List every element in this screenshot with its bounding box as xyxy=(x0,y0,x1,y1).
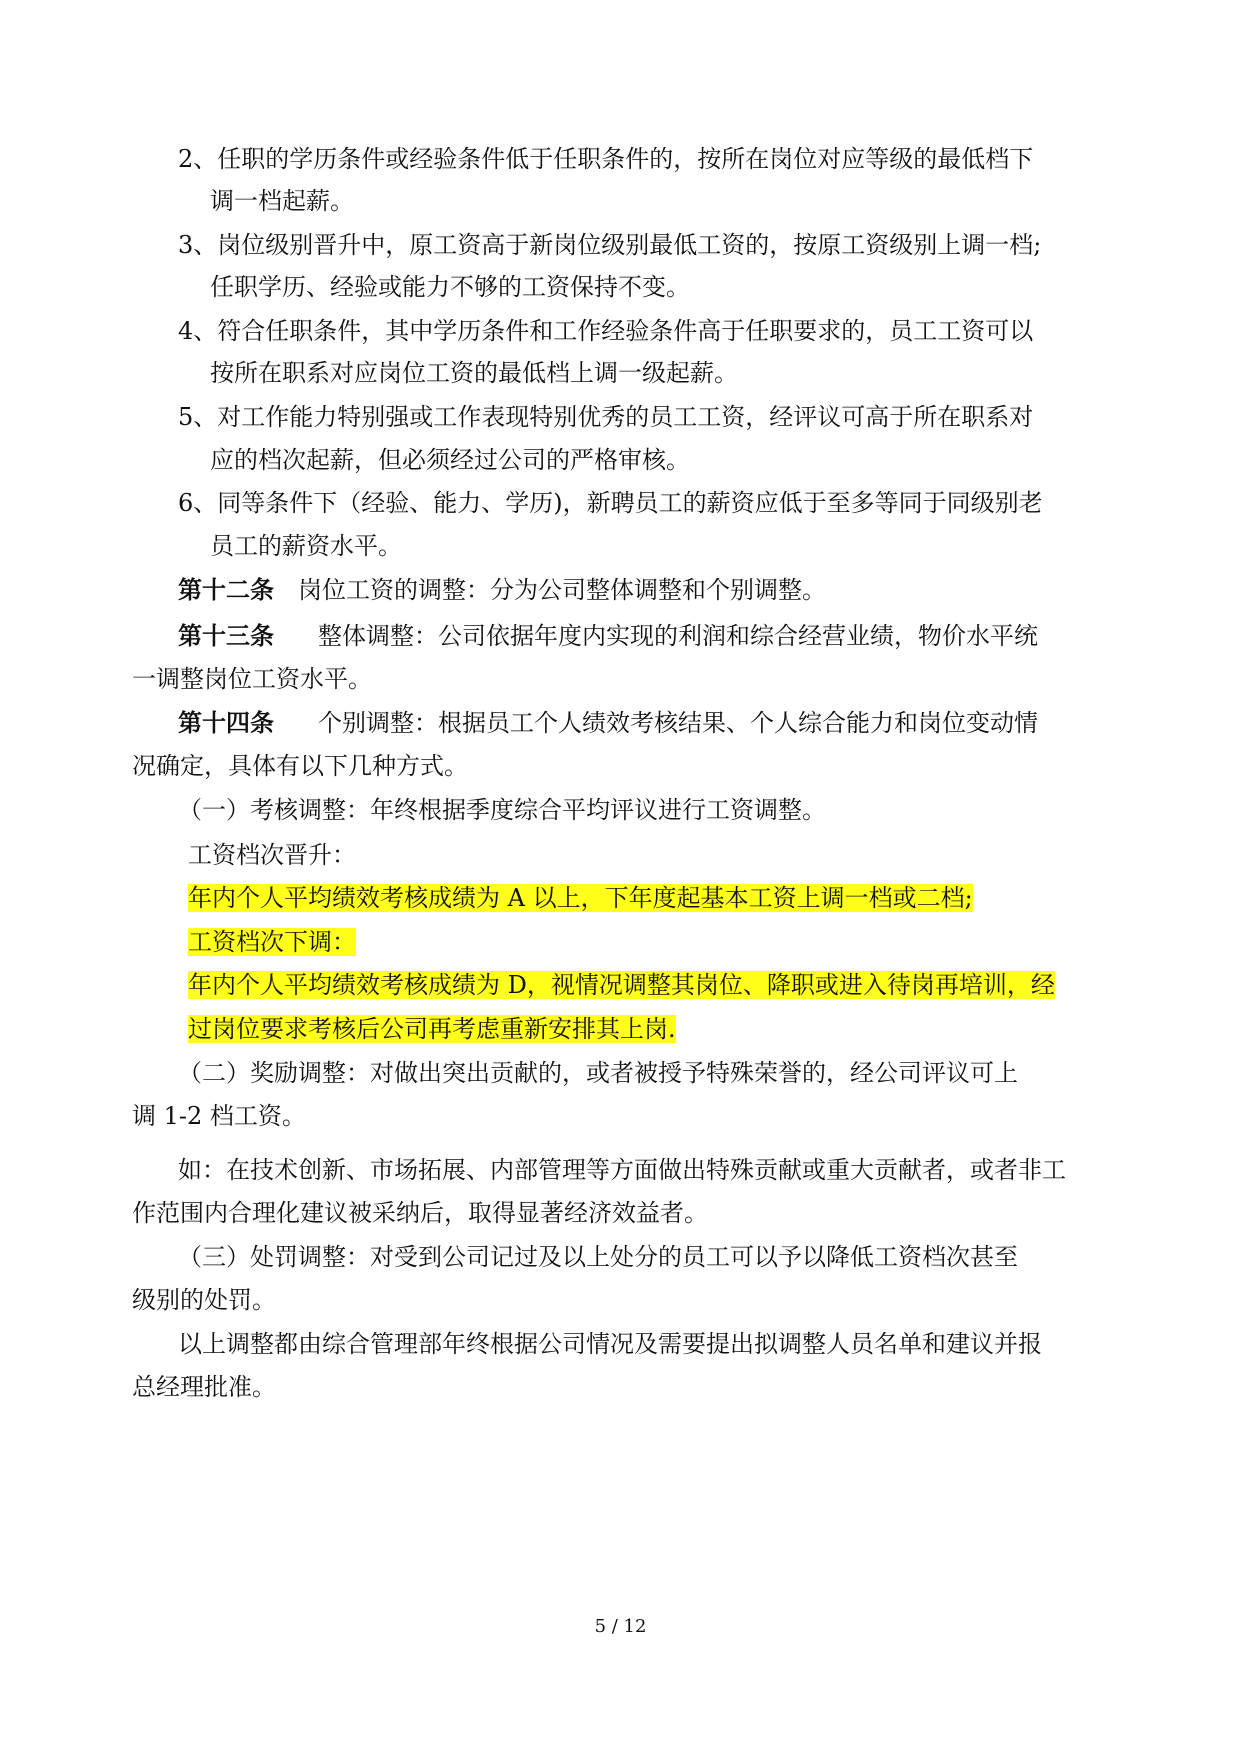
item-3-line-2: 任职学历、经验或能力不够的工资保持不变。 xyxy=(210,273,690,301)
item-6-line-2: 员工的薪资水平。 xyxy=(210,532,402,560)
item-4-line-1: 4、符合任职条件，其中学历条件和工作经验条件高于任职要求的，员工工资可以 xyxy=(178,317,1034,345)
article-12-text: 岗位工资的调整：分为公司整体调整和个别调整。 xyxy=(298,576,826,604)
article-12-title: 第十二条 xyxy=(178,575,274,604)
article-14-title: 第十四条 xyxy=(178,708,274,737)
article-13-title: 第十三条 xyxy=(178,621,274,650)
article-14-text: 个别调整：根据员工个人绩效考核结果、个人综合能力和岗位变动情 xyxy=(318,709,1038,737)
article-13 xyxy=(178,619,1038,653)
grade-down-text-1 xyxy=(188,968,1055,1002)
closing-line-2: 总经理批准。 xyxy=(132,1373,276,1401)
section-3-line-1: （三）处罚调整：对受到公司记过及以上处分的员工可以予以降低工资档次甚至 xyxy=(178,1243,1018,1271)
section-2-example-2: 作范围内合理化建议被采纳后，取得显著经济效益者。 xyxy=(132,1199,708,1227)
item-6-line-1: 6、同等条件下（经验、能力、学历)，新聘员工的薪资应低于至多等同于同级别老 xyxy=(178,489,1043,517)
grade-down-highlight-2: 过岗位要求考核后公司再考虑重新安排其上岗. xyxy=(188,1015,676,1043)
article-14 xyxy=(178,706,1038,740)
closing-line-1: 以上调整都由综合管理部年终根据公司情况及需要提出拟调整人员名单和建议并报 xyxy=(178,1330,1042,1358)
grade-up-highlight: 年内个人平均绩效考核成绩为 A 以上，下年度起基本工资上调一档或二档; xyxy=(188,884,973,912)
grade-down-label-highlight: 工资档次下调： xyxy=(188,928,356,956)
article-13-text: 整体调整：公司依据年度内实现的利润和综合经营业绩，物价水平统 xyxy=(318,622,1038,650)
article-12 xyxy=(178,573,826,607)
grade-up-label: 工资档次晋升： xyxy=(188,841,356,869)
section-1-title: （一）考核调整：年终根据季度综合平均评议进行工资调整。 xyxy=(178,796,826,824)
item-2-line-1: 2、任职的学历条件或经验条件低于任职条件的，按所在岗位对应等级的最低档下 xyxy=(178,145,1034,173)
grade-down-highlight-1: 年内个人平均绩效考核成绩为 D，视情况调整其岗位、降职或进入待岗再培训，经 xyxy=(188,971,1055,999)
section-2-line-1: （二）奖励调整：对做出突出贡献的，或者被授予特殊荣誉的，经公司评议可上 xyxy=(178,1059,1018,1087)
grade-up-text xyxy=(188,881,991,915)
section-3-line-2: 级别的处罚。 xyxy=(132,1286,276,1314)
grade-down-label xyxy=(188,925,356,959)
item-5-line-2: 应的档次起薪，但必须经过公司的严格审核。 xyxy=(210,446,690,474)
page-number: 5 / 12 xyxy=(594,1616,647,1637)
item-5-line-1: 5、对工作能力特别强或工作表现特别优秀的员工工资，经评议可高于所在职系对 xyxy=(178,403,1034,431)
section-2-example-1: 如：在技术创新、市场拓展、内部管理等方面做出特殊贡献或重大贡献者，或者非工 xyxy=(178,1156,1066,1184)
section-2-line-2: 调 1-2 档工资。 xyxy=(132,1102,306,1130)
article-14-continuation: 况确定，具体有以下几种方式。 xyxy=(132,752,468,780)
article-13-continuation: 一调整岗位工资水平。 xyxy=(132,665,372,693)
grade-down-text-2 xyxy=(188,1012,676,1046)
item-2-line-2: 调一档起薪。 xyxy=(210,187,354,215)
item-4-line-2: 按所在职系对应岗位工资的最低档上调一级起薪。 xyxy=(210,359,738,387)
item-3-line-1: 3、岗位级别晋升中，原工资高于新岗位级别最低工资的，按原工资级别上调一档; xyxy=(178,231,1042,259)
